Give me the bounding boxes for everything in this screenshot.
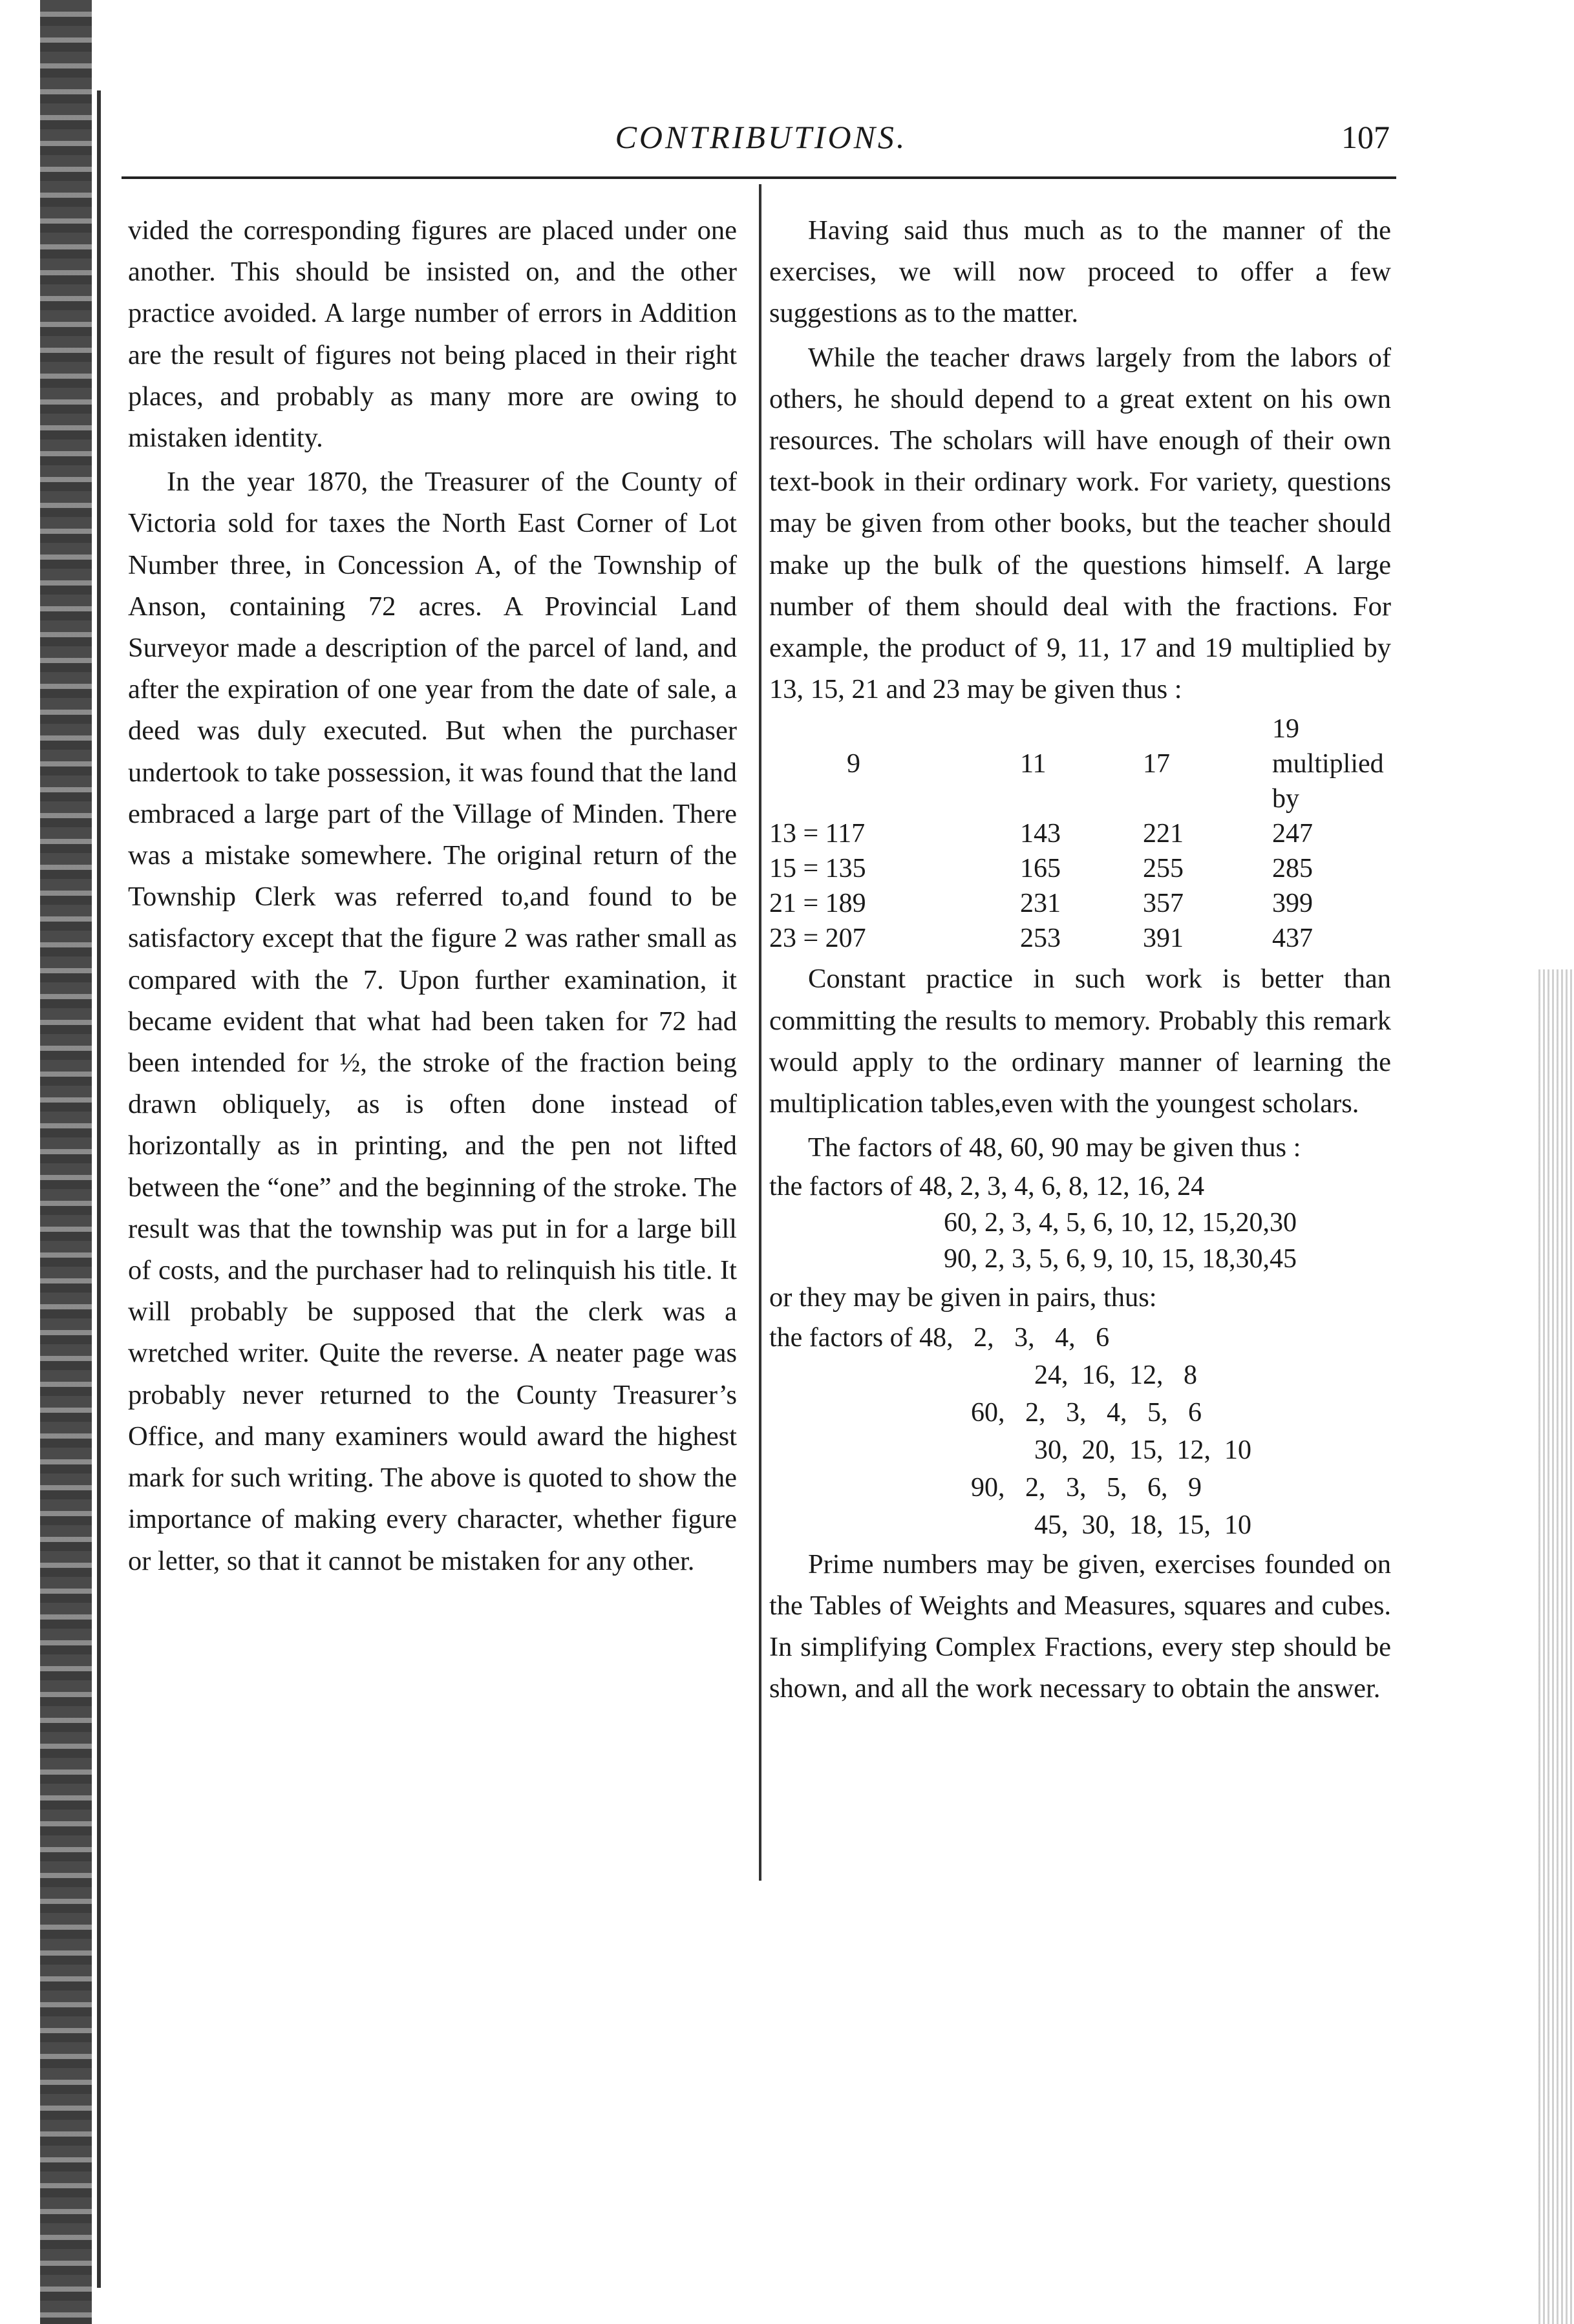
right-paragraph-6: Prime numbers may be given, exercises founded on the Tables of Weights and Measures, squares and cubes. In simplifying Complex Fractions, every step should be shown, and all the work necessary to obtain the answer. (769, 1548, 1391, 1704)
mult-header-cell: 9 (847, 749, 860, 779)
header-rule (122, 176, 1396, 179)
mult-header-row (769, 712, 1391, 816)
mult-cell: 231 (1020, 889, 1061, 919)
mult-row (769, 816, 1391, 851)
mult-row (769, 851, 1391, 886)
left-column (128, 210, 737, 1582)
factor-pairs-list (769, 1319, 1391, 1544)
mult-cell: 143 (1020, 819, 1061, 849)
factors-line: 90, 2, 3, 5, 6, 9, 10, 15, 18,30,45 (944, 1244, 1297, 1274)
mult-cell: 165 (1020, 854, 1061, 884)
mult-cell: 13 = 117 (769, 819, 866, 849)
right-paragraph-2: While the teacher draws largely from the labors of others, he should depend to a great extent on his own resources. The scholars will have enough of their own text-book in their ordinary work. For variety, questions may be given from other books, but the teacher should make up the bulk of the questions himself. A large number of them should deal with the fractions. For example, the product of 9, 11, 17 and 19 multiplied by 13, 15, 21 and 23 may be given thus : (769, 342, 1391, 705)
right-paragraph-1: Having said thus much as to the manner of the exercises, we will now proceed to offer a few suggestions as to the matter. (769, 215, 1391, 329)
running-title: CONTRIBUTIONS. (615, 119, 908, 155)
mult-cell: 391 (1143, 924, 1184, 954)
left-paragraph-1: vided the corresponding figures are placed under one another. This should be insisted on, and the other practice avoided. A large number of errors in Addition are the result of figures not being placed in their right places, and probably as many more are owing to mistaken identity. (128, 215, 737, 454)
right-paragraph-5: or they may be given in pairs, thus: (769, 1282, 1157, 1313)
pairs-line: 45, 30, 18, 15, 10 (1034, 1510, 1251, 1540)
mult-cell: 437 (1272, 924, 1313, 954)
right-paragraph-4: The factors of 48, 60, 90 may be given thus : (808, 1132, 1301, 1163)
mult-header-cell: 17 (1143, 749, 1170, 779)
factors-line: 60, 2, 3, 4, 5, 6, 10, 12, 15,20,30 (944, 1208, 1297, 1238)
mult-cell: 255 (1143, 854, 1184, 884)
mult-cell: 247 (1272, 819, 1313, 849)
pairs-line: 90, 2, 3, 5, 6, 9 (971, 1472, 1202, 1503)
column-divider (759, 184, 761, 1881)
mult-row (769, 921, 1391, 956)
mult-cell: 23 = 207 (769, 924, 866, 954)
pairs-line: the factors of 48, 2, 3, 4, 6 (769, 1322, 1110, 1353)
mult-header-cell: 11 (1020, 749, 1047, 779)
factors-line: the factors of 48, 2, 3, 4, 6, 8, 12, 16, 24 (769, 1172, 1205, 1202)
mult-cell: 15 = 135 (769, 854, 866, 884)
mult-cell: 357 (1143, 889, 1184, 919)
left-paragraph-2: In the year 1870, the Treasurer of the County of Victoria sold for taxes the North East Corner of Lot Number three, in Concession A, of the Township of Anson, containing 72 acres. A Provincial Land Surveyor made a description of the parcel of land, and after the expiration of one year from the date of sale, a deed was duly executed. But when the purchaser undertook to take possession, it was found that the land embraced a large part of the Village of Minden. There was a mistake somewhere. The original return of the Township Clerk was referred to,and found to be satisfactory except that the figure 2 was rather small as compared with the 7. Upon further examination, it became evident that what had been taken for 72 had been intended for ½, the stroke of the fraction being drawn obliquely, as is often done instead of horizontally as in printing, and the pen not lifted between the “one” and the beginning of the stroke. The result was that the township was put in for a large bill of costs, and the purchaser had to relinquish his title. It will probably be supposed that the clerk was a wretched writer. Quite the reverse. A neater page was probably never returned to the County Treasurer’s Office, and many examiners would award the highest mark for such writing. The above is quoted to show the importance of making every character, whether figure or letter, so that it cannot be mistaken for any other. (128, 467, 737, 1576)
factors-list (769, 1168, 1391, 1277)
mult-cell: 21 = 189 (769, 889, 866, 919)
book-spine-shadow (40, 0, 92, 2324)
mult-cell: 221 (1143, 819, 1184, 849)
pairs-line: 30, 20, 15, 12, 10 (1034, 1435, 1251, 1465)
mult-header-cell: 19 multiplied by (1272, 714, 1384, 814)
page-number: 107 (1341, 119, 1390, 155)
mult-cell: 285 (1272, 854, 1313, 884)
pairs-line: 24, 16, 12, 8 (1034, 1360, 1197, 1390)
mult-cell: 253 (1020, 924, 1061, 954)
pairs-line: 60, 2, 3, 4, 5, 6 (971, 1397, 1202, 1428)
multiplication-table (769, 712, 1391, 956)
mult-row (769, 886, 1391, 921)
page-gutter-line (97, 90, 101, 2288)
running-header (126, 107, 1396, 165)
mult-cell: 399 (1272, 889, 1313, 919)
right-column (769, 210, 1391, 1709)
right-paragraph-3: Constant practice in such work is better than committing the results to memory. Probably this remark would apply to the ordinary manner of learning the multiplication tables,even with the youngest scholars. (769, 964, 1391, 1119)
page-edge-shadow (1538, 969, 1574, 2324)
